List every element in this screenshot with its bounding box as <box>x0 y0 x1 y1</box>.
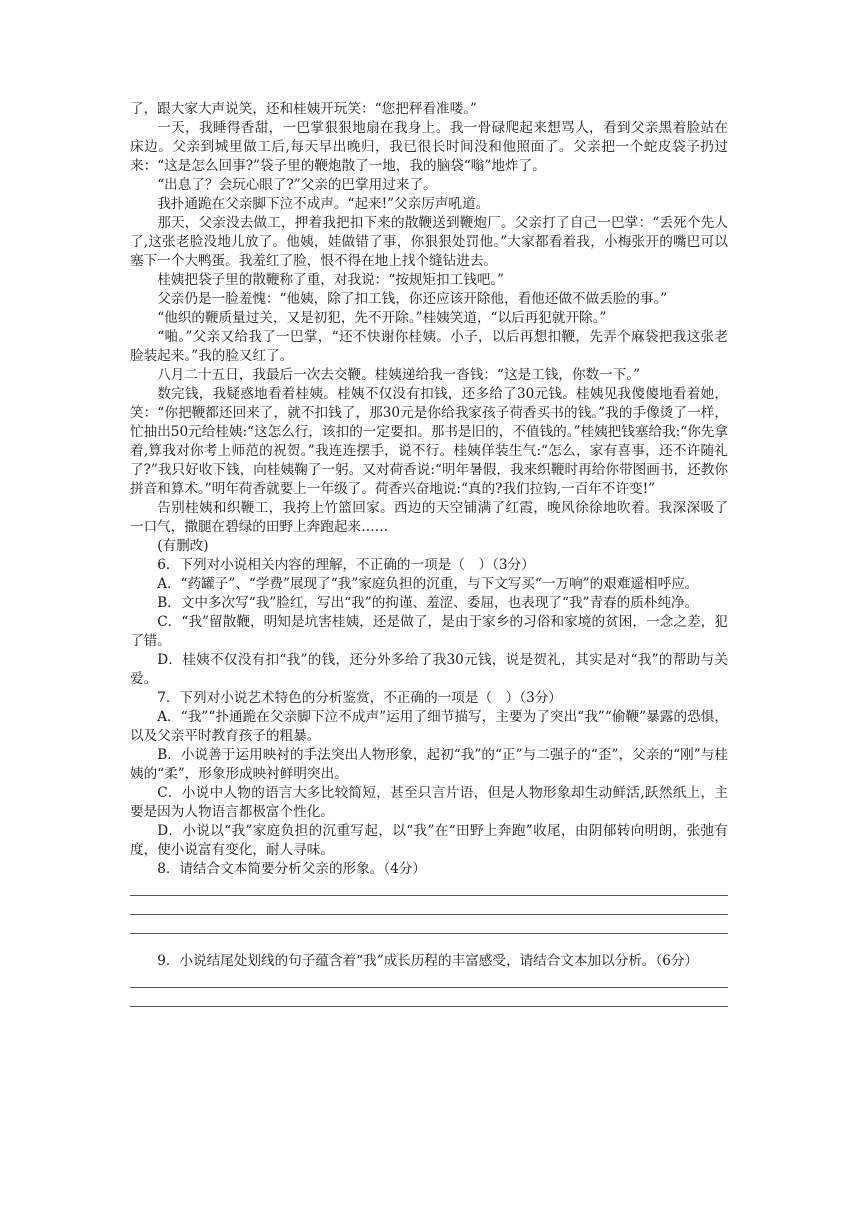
passage-paragraph: 八月二十五日，我最后一次去交鞭。桂姨递给我一沓钱：“这是工钱，你数一下。” <box>157 367 641 383</box>
answer-line <box>130 987 728 988</box>
question-7 <box>130 689 728 860</box>
passage-paragraph: 桂姨把袋子里的散鞭称了重，对我说：“按规矩扣工钱吧。” <box>157 272 505 288</box>
passage-paragraph: 告别桂姨和织鞭工，我挎上竹篮回家。西边的天空铺满了红霞，晚风徐徐地吹着。我深深吸了一口气，撒腿在碧绿的田野上奔跑起来…… <box>130 500 728 535</box>
passage-paragraph: 了，跟大家大声说笑，还和桂姨开玩笑：“您把秤看准喽。” <box>130 101 477 117</box>
question-stem: 9．小说结尾处划线的句子蕴含着“我”成长历程的丰富感受，请结合文本加以分析。（6分） <box>157 953 699 969</box>
option-c[interactable]: C．“我”留散鞭，明知是坑害桂姨，还是做了，是由于家乡的习俗和家境的贫困，一念之差，犯了错。 <box>130 614 728 649</box>
option-b[interactable]: B．小说善于运用映衬的手法突出人物形象，起初“我”的“正”与二强子的“歪”，父亲的“刚”与桂姨的“柔”，形象形成映衬鲜明突出。 <box>130 747 728 782</box>
option-a[interactable]: A．“我”“扑通跪在父亲脚下泣不成声”运用了细节描写，主要为了突出“我”“偷鞭”暴露的恐惧， 以及父亲平时教育孩子的粗暴。 <box>130 709 728 744</box>
question-6 <box>130 556 728 689</box>
answer-line <box>130 914 728 915</box>
passage-paragraph: “啪。”父亲又给我了一巴掌，“还不快谢你桂姨。小子，以后再想扣鞭，先弄个麻袋把我这张老脸装起来。”我的脸又红了。 <box>130 329 728 364</box>
source-note: (有删改) <box>157 538 209 554</box>
answer-area[interactable] <box>130 987 728 1007</box>
answer-area[interactable] <box>130 895 728 934</box>
passage-paragraph: 一天，我睡得香甜，一巴掌狠狠地扇在我身上。我一骨碌爬起来想骂人，看到父亲黑着脸站在床边。父亲到城里做工后,每天早出晚归，我已很长时间没和他照面了。父亲把一个蛇皮袋子扔过来：“这是怎么回事?”袋子里的鞭炮散了一地，我的脑袋“嗡”地炸了。 <box>130 120 728 174</box>
option-d[interactable]: D．桂姨不仅没有扣“我”的钱，还分外多给了我30元钱，说是贺礼，其实是对“我”的帮助与关爱。 <box>130 652 728 687</box>
question-8 <box>130 860 728 934</box>
option-a[interactable]: A．“药罐子”、“学费”展现了“我”家庭负担的沉重，与下文写买“一万响”的艰难遥相呼应。 <box>157 576 699 592</box>
option-c[interactable]: C．小说中人物的语言大多比较简短，甚至只言片语，但是人物形象却生动鲜活,跃然纸上，主要是因为人物语言都极富个性化。 <box>130 785 728 820</box>
question-9 <box>130 952 728 1007</box>
answer-line <box>130 895 728 896</box>
answer-line <box>130 1006 728 1007</box>
passage-paragraph: 那天，父亲没去做工，押着我把扣下来的散鞭送到鞭炮厂。父亲打了自己一巴掌：“丢死个先人了,这张老脸没地儿放了。他姨，娃做错了事，你狠狠处罚他。”大家都看着我，小梅张开的嘴巴可以塞下一个大鸭蛋。我羞红了脸，恨不得在地上找个缝钻进去。 <box>130 215 728 269</box>
passage-paragraph: 数完钱，我疑惑地看着桂姨。桂姨不仅没有扣钱，还多给了30元钱。桂姨见我傻傻地看着她，笑：“你把鞭都还回来了，就不扣钱了，那30元是你给我家孩子荷香买书的钱。”我的手像烫了一样，忙抽出50元给桂姨:“这怎么行，该扣的一定要扣。那书是旧的，不值钱的。”桂姨把钱塞给我:“你先拿着,算我对你考上师范的祝贺。”我连连摆手，说不行。桂姨佯装生气:“怎么，家有喜事，还不许随礼了?”我只好收下钱，向桂姨鞠了一躬。又对荷香说:“明年暑假，我来织鞭时再给你带图画书，还教你拼音和算术。”明年荷香就要上一年级了。荷香兴奋地说:“真的?我们拉钩,一百年不许变!” <box>130 386 728 497</box>
passage-paragraph: 父亲仍是一脸羞愧：“他姨，除了扣工钱，你还应该开除他，看他还做不做丢脸的事。” <box>157 291 668 307</box>
passage-paragraph: “出息了？会玩心眼了?”父亲的巴掌用过来了。 <box>157 177 437 193</box>
passage-paragraph: “他织的鞭质量过关，又是初犯，先不开除。”桂姨笑道，“以后再犯就开除。” <box>157 310 607 326</box>
passage-paragraph: 我扑通跪在父亲脚下泣不成声。“起来!”父亲厉声吼道。 <box>157 196 490 212</box>
page-content <box>130 100 728 1025</box>
answer-line <box>130 933 728 934</box>
question-stem: 8．请结合文本简要分析父亲的形象。（4分） <box>157 861 426 877</box>
question-stem: 7．下列对小说艺术特色的分析鉴赏，不正确的一项是（ ）（3分） <box>157 690 562 706</box>
option-d[interactable]: D．小说以“我”家庭负担的沉重写起，以“我”在“田野上奔跑”收尾，由阴郁转向明朗，张弛有度，使小说富有变化，耐人寻味。 <box>130 823 728 858</box>
option-b[interactable]: B．文中多次写“我”脸红，写出“我”的拘谨、羞涩、委屈，也表现了“我”青春的质朴纯净。 <box>157 595 699 611</box>
question-stem: 6．下列对小说相关内容的理解，不正确的一项是（ ）（3分） <box>157 557 535 573</box>
